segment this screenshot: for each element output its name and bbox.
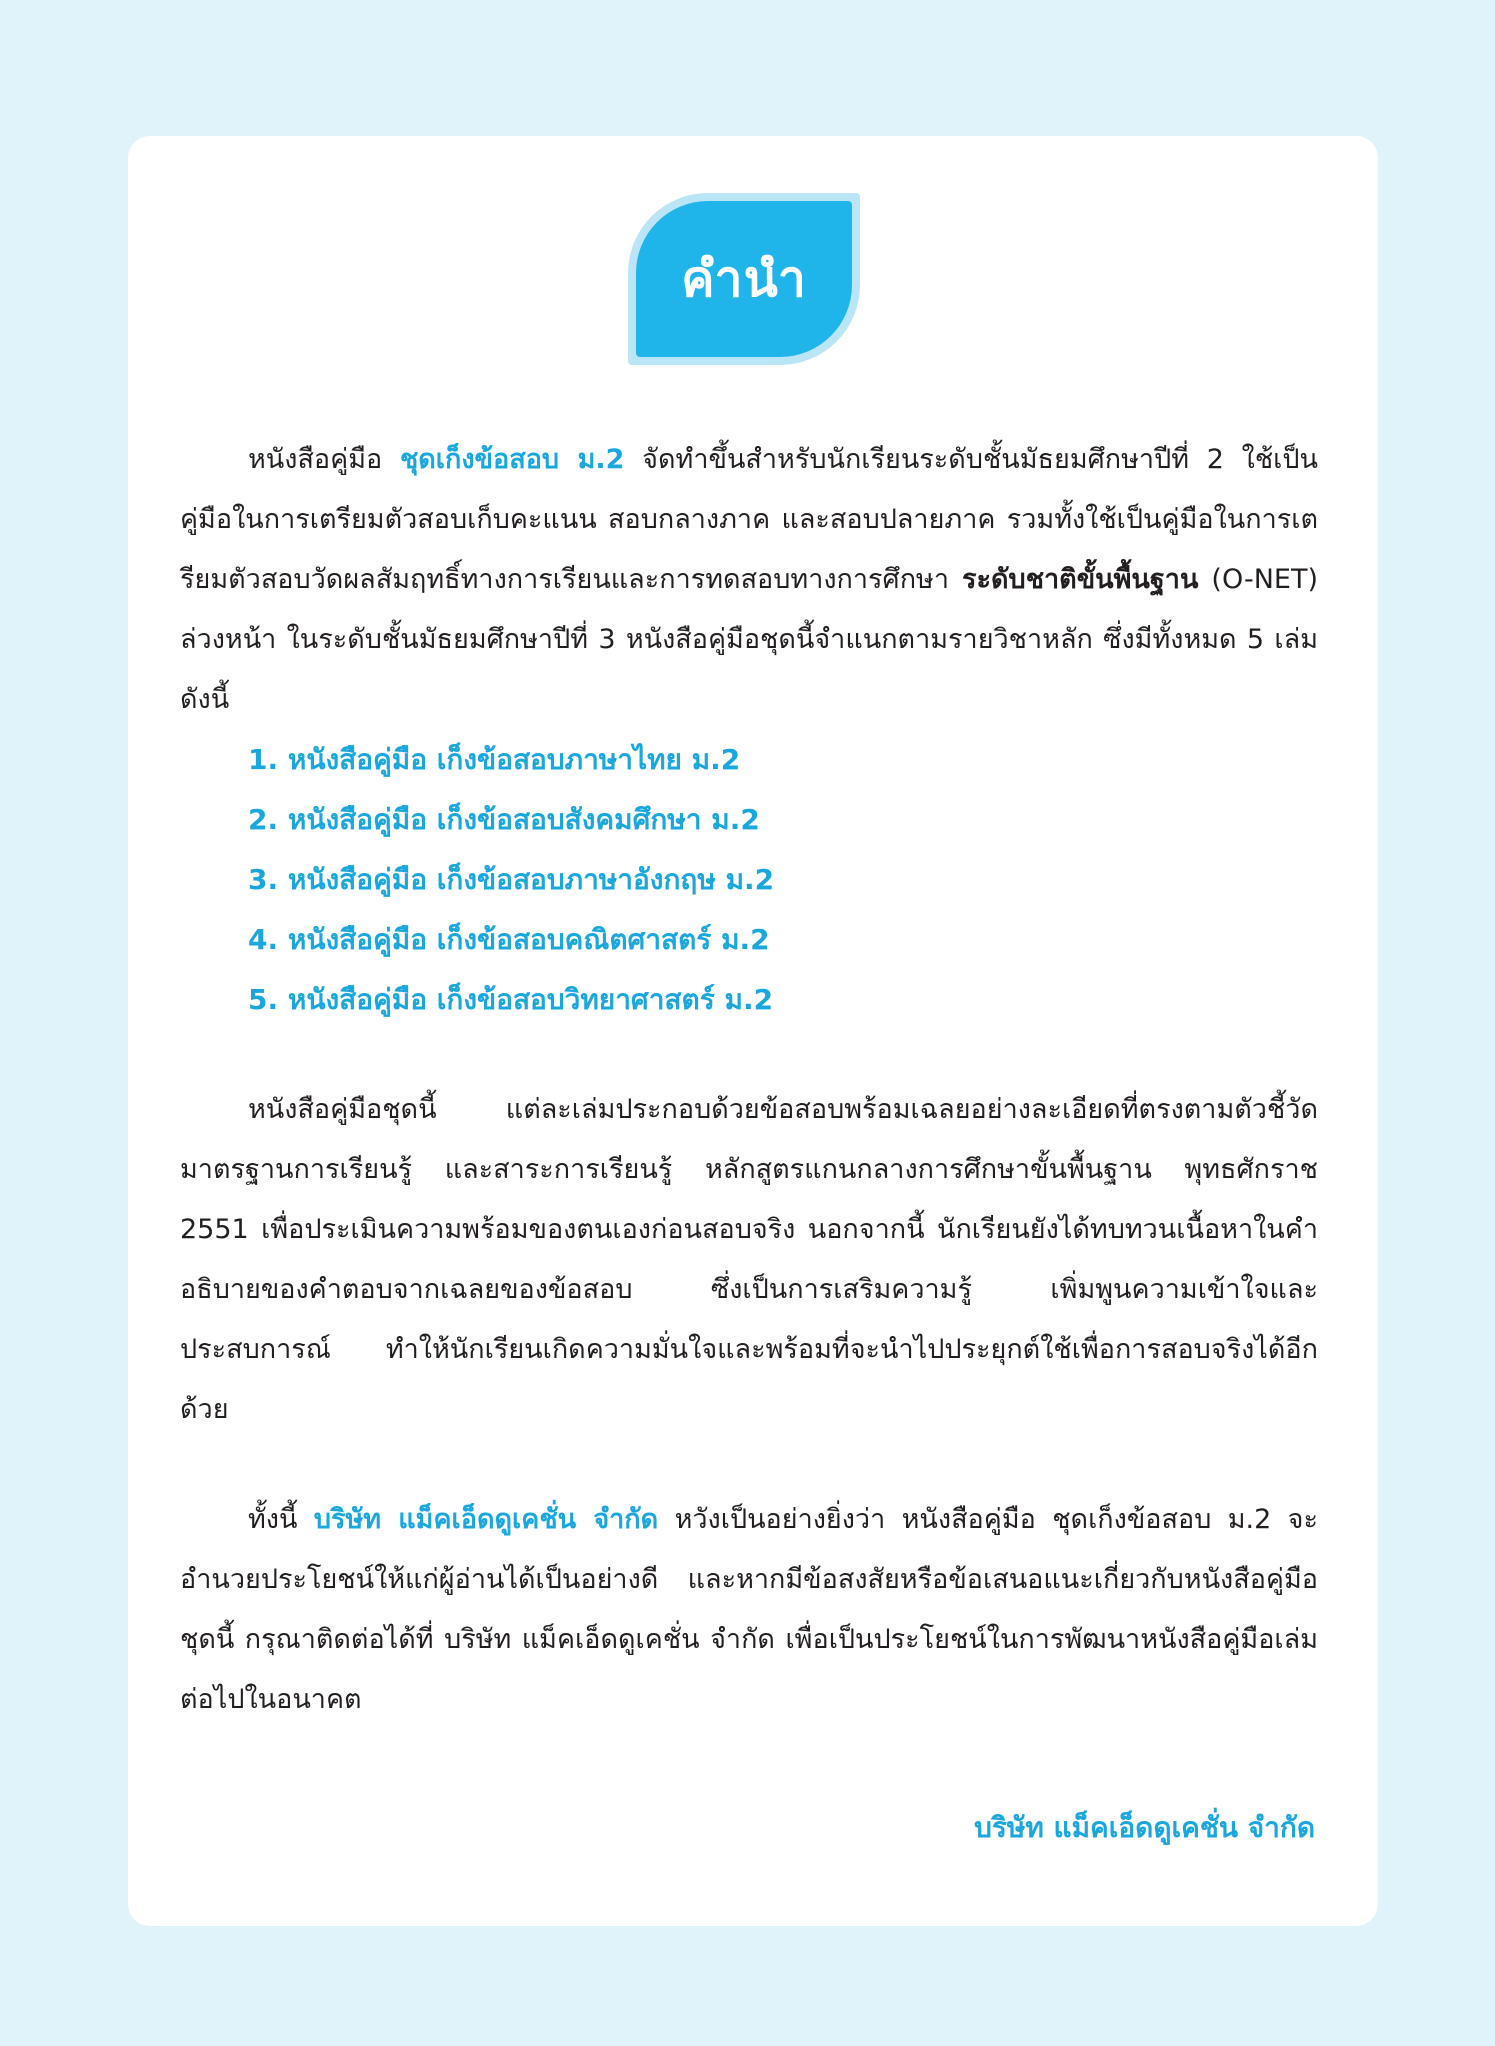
spacer	[180, 1440, 1318, 1490]
list-item: 4. หนังสือคู่มือ เก็งข้อสอบคณิตศาสตร์ ม.2	[248, 923, 770, 956]
closing-tail: หวังเป็นอย่างยิ่งว่า หนังสือคู่มือ ชุดเก็งข้อสอบ ม.2 จะอำนวยประโยชน์ให้แก่ผู้อ่านได้เป็นอย่างดี และหากมีข้อสงสัยหรือข้อเสนอแนะเกี่ยวกับหนังสือคู่มือชุดนี้ กรุณาติดต่อได้ที่ บริษัท แม็คเอ็ดดูเคชั่น จำกัด เพื่อเป็นประโยชน์ในการพัฒนาหนังสือคู่มือเล่มต่อไปในอนาคต	[180, 1504, 1318, 1715]
title-badge	[628, 193, 860, 365]
book-list	[180, 730, 1318, 1030]
list-item: 1. หนังสือคู่มือ เก็งข้อสอบภาษาไทย ม.2	[248, 743, 741, 776]
list-item: 2. หนังสือคู่มือ เก็งข้อสอบสังคมศึกษา ม.2	[248, 803, 760, 836]
paragraph-intro	[180, 430, 1318, 730]
intro-onet: ระดับชาติขั้นพื้นฐาน	[962, 564, 1199, 595]
list-item: 3. หนังสือคู่มือ เก็งข้อสอบภาษาอังกฤษ ม.2	[248, 863, 775, 896]
page-title: คำนำ	[681, 249, 807, 308]
paragraph-closing	[180, 1490, 1318, 1730]
series-name: ชุดเก็งข้อสอบ ม.2	[399, 444, 625, 475]
intro-middle: จัดทำขึ้นสำหรับนักเรียนระดับชั้นมัธยมศึกษาปีที่ 2 ใช้เป็นคู่มือในการเตรียมตัวสอบเก็บคะแนน สอบกลางภาค และสอบปลายภาค รวมทั้งใช้เป็นคู่มือในการเตรียมตัวสอบวัดผลสัมฤทธิ์ทางการเรียนและการทดสอบทางการศึกษา	[180, 444, 1318, 595]
list-item: 5. หนังสือคู่มือ เก็งข้อสอบวิทยาศาสตร์ ม.2	[248, 983, 774, 1016]
intro-tail: (O-NET) ล่วงหน้า ในระดับชั้นมัธยมศึกษาปีที่ 3 หนังสือคู่มือชุดนี้จำแนกตามรายวิชาหลัก ซึ่งมีทั้งหมด 5 เล่ม ดังนี้	[180, 564, 1318, 715]
paragraph-contents: หนังสือคู่มือชุดนี้ แต่ละเล่มประกอบด้วยข้อสอบพร้อมเฉลยอย่างละเอียดที่ตรงตามตัวชี้วัด มาตรฐานการเรียนรู้ และสาระการเรียนรู้ หลักสูตรแกนกลางการศึกษาขั้นพื้นฐาน พุทธศักราช 2551 เพื่อประเมินความพร้อมของตนเองก่อนสอบจริง นอกจากนี้ นักเรียนยังได้ทบทวนเนื้อหาในคำอธิบายของคำตอบจากเฉลยของข้อสอบ ซึ่งเป็นการเสริมความรู้ เพิ่มพูนความเข้าใจและประสบการณ์ ทำให้นักเรียนเกิดความมั่นใจและพร้อมที่จะนำไปประยุกต์ใช้เพื่อการสอบจริงได้อีกด้วย	[180, 1094, 1318, 1425]
signature: บริษัท แม็คเอ็ดดูเคชั่น จำกัด	[974, 1811, 1315, 1844]
spacer	[180, 1030, 1318, 1080]
intro-lead: หนังสือคู่มือ	[248, 444, 400, 475]
title-badge-fill	[636, 201, 852, 357]
closing-lead: ทั้งนี้	[248, 1504, 314, 1535]
company-name: บริษัท แม็คเอ็ดดูเคชั่น จำกัด	[313, 1504, 659, 1535]
preface-body	[180, 430, 1318, 1730]
